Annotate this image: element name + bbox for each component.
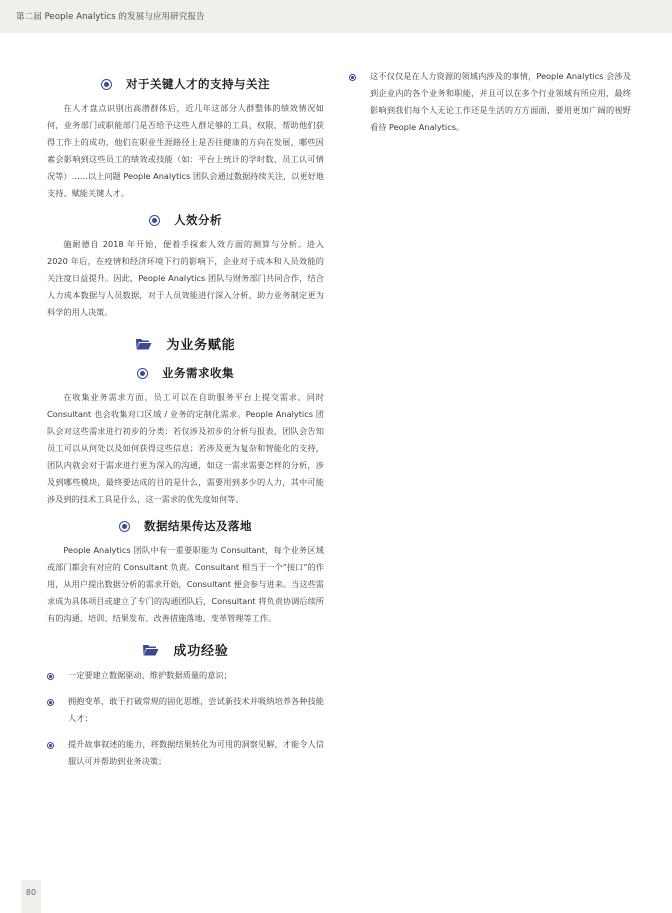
bullet-icon (349, 74, 356, 81)
paragraph-requirements: 在收集业务需求方面，员工可以在自助服务平台上提交需求，同时 Consultant 也会收集对口区域 / 业务的定制化需求。People Analytics 团队会对这些需求进行初步的分类：若仅涉及初步的分析与报表，团队会告知员工可以从何处以及如何获得这些信息；若涉及更为复杂和智能化的支持，团队内就会对于需求进行更为深入的沟通，如这一需求需要怎样的分析，涉及到哪些模块，最终要达成的目的是什么，需要用到多少的人力，其中可能涉及到的技术工具是什么，这一需求的优先度如何等。 (47, 392, 324, 504)
section-empower-business (47, 331, 324, 355)
target-bullet-icon (149, 215, 160, 226)
paragraph-delivery: People Analytics 团队中有一重要职能为 Consultant，每个业务区域或部门都会有对应的 Consultant 负责。Consultant 相当于一个“接口”的作用，从用户提出数据分析的需求开始，Consultant 便会参与进来。当这些需求成为具体项目或建立了专门的沟通团队后，Consultant 将负责协调后续所有的沟通、培训、结果发布、改善措施落地、变革管理等工作。 (47, 545, 324, 623)
list-item-text: 拥抱变革，敢于打破常规的固化思维，尝试新技术并吸纳培养各种技能人才； (68, 696, 324, 723)
page-number-box (21, 880, 41, 913)
list-item-text: 一定要建立数据驱动、维护数据质量的意识； (68, 670, 232, 680)
bullet-icon (47, 742, 54, 749)
subsection-title: 人效分析 (174, 213, 222, 227)
target-bullet-icon (137, 368, 148, 379)
list-item (47, 693, 324, 727)
subsection-requirements (47, 363, 324, 383)
list-item-text: 这不仅仅是在人力资源的领域内涉及的事情，People Analytics 会涉及到企业内的各个业务和职能，并且可以在多个行业领域有所应用，最终影响到我们每个人无论工作还是生活的方方面面，要用更加广阔的视野看待 People Analytics。 (370, 71, 631, 132)
header-bar (0, 0, 672, 33)
paragraph-efficiency: 施耐德自 2018 年开始，便着手探索人效方面的测算与分析。进入 2020 年后，在疫情和经济环境下行的影响下，企业对于成本和人员效能的关注度日益提升。因此，People Analytics 团队与财务部门共同合作，结合人力成本数据与人员数据，对于人员效能进行深入分析，助力业务制定更为科学的用人决策。 (47, 239, 324, 317)
subsection-delivery (47, 516, 324, 536)
bullet-icon (47, 699, 54, 706)
success-list (47, 667, 324, 770)
paragraph-key-talent: 在人才盘点识别出高潜群体后，近几年这部分人群整体的绩效情况如何，业务部门或职能部门是否给予这些人群足够的工具、权限，帮助他们获得工作上的成功，他们在职业生涯路径上是否往健康的方向在发展，哪些因素会影响到这些员工的绩效或技能（如：平台上统计的学时数、员工认可情况等）……以上问题 People Analytics 团队会通过数据持续关注，以更好地支持、赋能关键人才。 (47, 103, 324, 198)
subsection-title: 数据结果传达及落地 (144, 519, 252, 533)
subsection-title: 对于关键人才的支持与关注 (126, 77, 270, 91)
page-number: 80 (25, 888, 37, 897)
report-title: 第二届 People Analytics 的发展与应用研究报告 (16, 12, 205, 22)
target-bullet-icon (101, 79, 112, 90)
subsection-key-talent (47, 74, 324, 94)
list-item (47, 736, 324, 770)
folder-open-icon (135, 337, 152, 350)
section-success (47, 637, 324, 661)
list-item (47, 667, 324, 684)
right-column (349, 68, 631, 145)
subsection-efficiency (47, 210, 324, 230)
subsection-title: 业务需求收集 (162, 366, 234, 380)
left-column (47, 68, 324, 779)
list-item (349, 68, 631, 136)
target-bullet-icon (119, 521, 130, 532)
section-title: 为业务赋能 (166, 337, 236, 353)
list-item-text: 提升故事叙述的能力，将数据结果转化为可用的洞察见解，才能令人信服认可并帮助到业务决策； (68, 739, 324, 766)
bullet-icon (47, 673, 54, 680)
folder-open-icon (142, 643, 159, 656)
section-title: 成功经验 (173, 643, 229, 659)
